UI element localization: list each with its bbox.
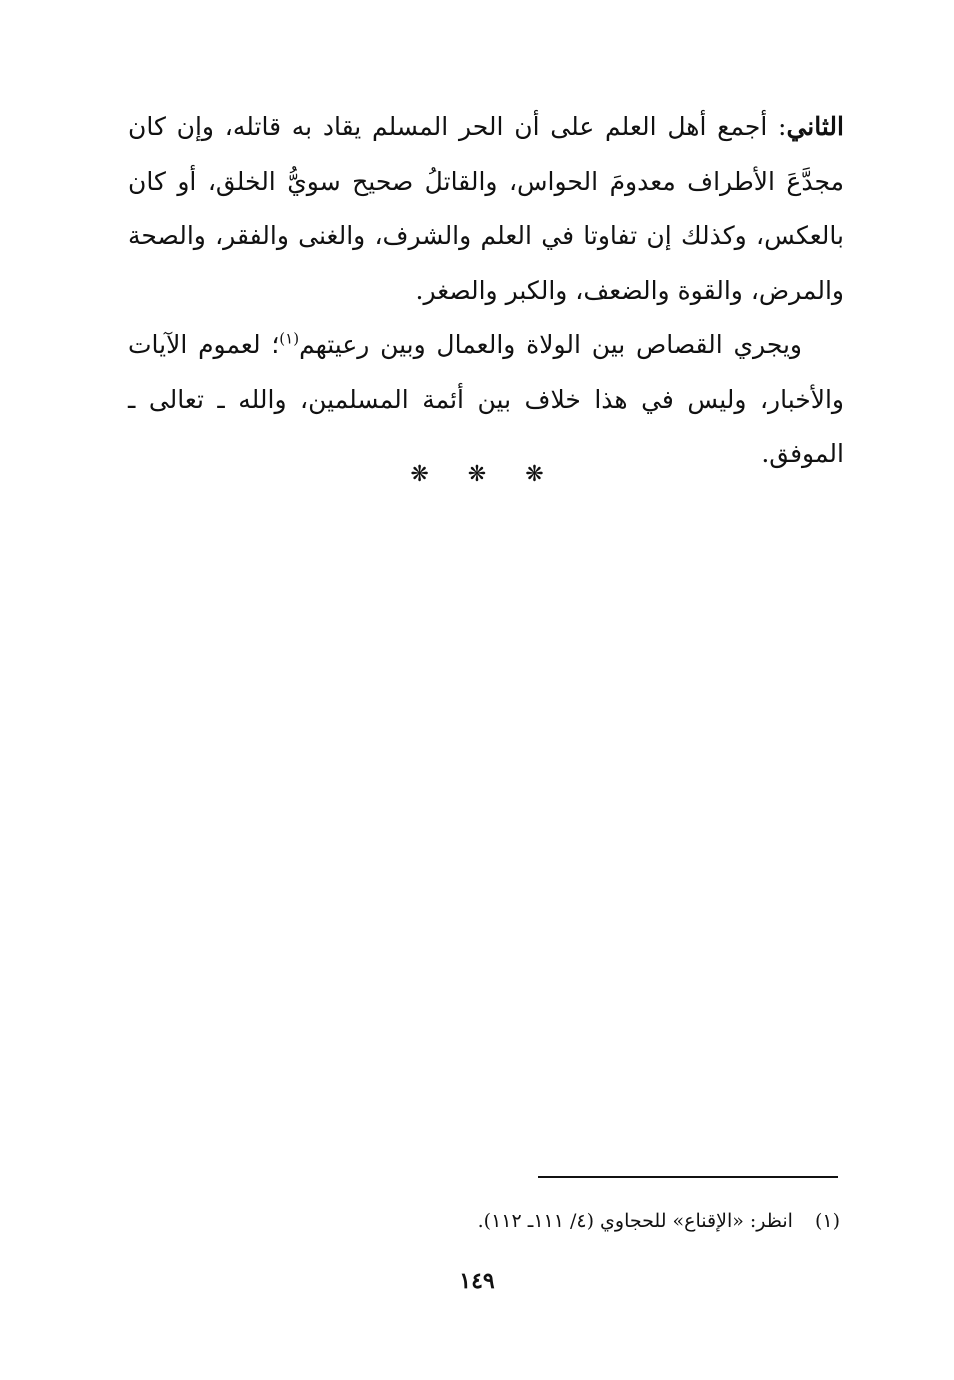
footnote-divider <box>538 1176 838 1178</box>
paragraph-second-point <box>128 100 844 318</box>
footnote <box>300 1206 840 1236</box>
paragraph-text-after: ؛ لعموم الآيات والأخبار، وليس في هذا خلاف بين أئمة المسلمين، والله ـ تعالى ـ الموفق. <box>128 330 844 468</box>
section-term: الثاني <box>786 112 844 141</box>
separator-star: ❋ <box>525 462 544 487</box>
paragraph-qisas <box>128 318 844 482</box>
page-number: ١٤٩ <box>459 1268 495 1294</box>
paragraph-text: : أجمع أهل العلم على أن الحر المسلم يقاد به قاتله، وإن كان مجدَّعَ الأطراف معدومَ الحواس، والقاتلُ صحيح سويُّ الخلق، أو كان بالعكس، وكذلك إن تفاوتا في العلم والشرف، والغنى والفقر، والصحة والمرض، والقوة والضعف، والكبر والصغر. <box>128 112 844 305</box>
footnote-text: انظر: «الإقناع» للحجاوي (٤/ ١١١ـ ١١٢). <box>477 1210 793 1232</box>
paragraph-text-before: ويجري القصاص بين الولاة والعمال وبين رعيتهم <box>299 330 802 359</box>
footnote-number: (١) <box>814 1210 840 1232</box>
main-text <box>128 100 844 482</box>
section-separator <box>0 462 954 487</box>
footnote-reference[interactable]: (١) <box>279 329 300 348</box>
separator-star: ❋ <box>467 462 487 487</box>
separator-star: ❋ <box>410 462 429 487</box>
